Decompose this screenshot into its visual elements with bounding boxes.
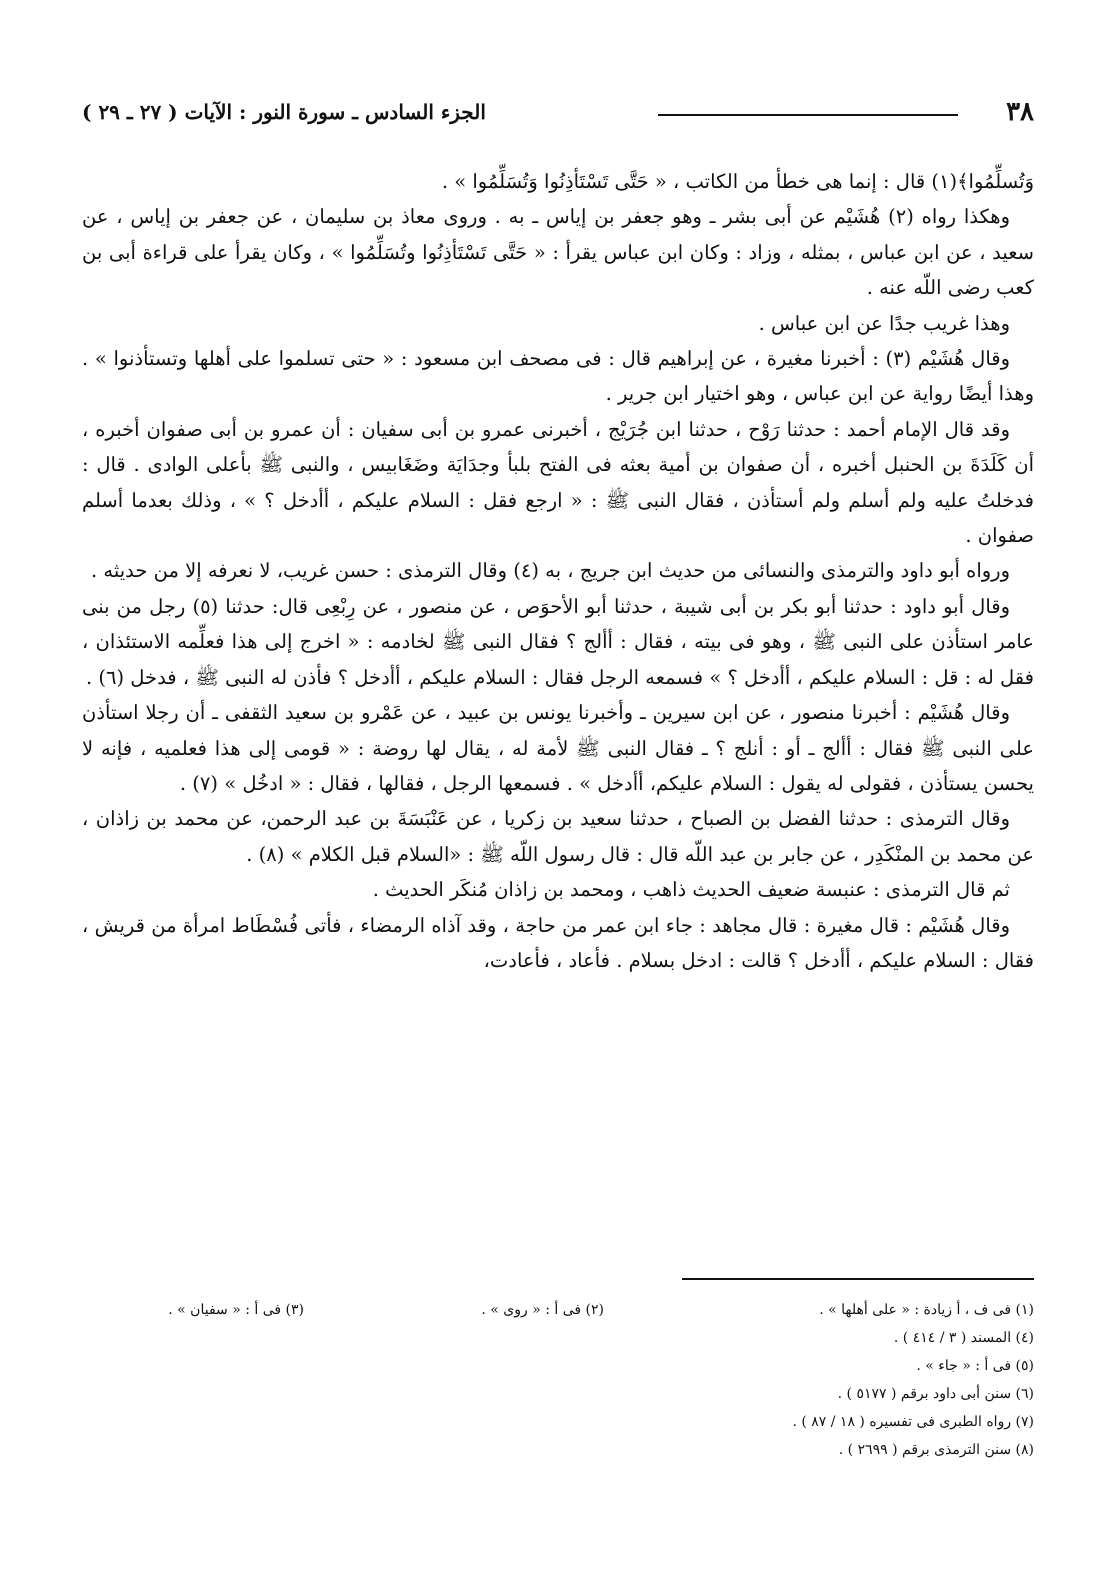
paragraph: ثم قال الترمذى : عنبسة ضعيف الحديث ذاهب ، ومحمد بن زاذان مُنكَر الحديث . [372,878,1010,902]
footnote: (٢) فى أ : « روى » . [481,1302,604,1318]
footnote-row [82,1408,1034,1436]
footnote: (١) فى ف ، أ زيادة : « على أهلها » . [819,1302,1034,1318]
paragraph: وهكذا رواه (٢) هُشَيْم عن أبى بشر ـ وهو جعفر بن إياس ـ به . وروى معاذ بن سليمان ، عن جعفر بن إياس ، عن سعيد ، عن ابن عباس ، بمثله ، وزاد : وكان ابن عباس يقرأ : « حَتَّى تَسْتَأذِنُوا وتُسَلِّمُوا » ، وكان يقرأ على قراءة أبى بن كعب رضى اللّه عنه . [82,205,1034,300]
footnote-row [82,1324,1034,1352]
running-title: الجزء السادس ـ سورة النور : الآيات ( ٢٧ ـ ٢٩ ) [82,100,486,124]
footnote-row [82,1436,1034,1464]
paragraph: وقال الترمذى : حدثنا الفضل بن الصباح ، حدثنا سعيد بن زكريا ، عن عَنْبَسَةَ بن عبد الرحمن، عن محمد بن زاذان ، عن محمد بن المنْكَدِر ، عن جابر بن عبد اللّه قال : قال رسول اللّه ﷺ : «السلام قبل الكلام » (٨) . [82,807,1034,866]
paragraph: ورواه أبو داود والترمذى والنسائى من حديث ابن جريج ، به (٤) وقال الترمذى : حسن غريب، لا نعرفه إلا من حديثه . [90,559,1010,583]
main-text [82,164,1034,978]
footnote: (٧) رواه الطبرى فى تفسيره ( ١٨ / ٨٧ ) . [792,1414,1034,1430]
footnote: (٦) سنن أبى داود برقم ( ٥١٧٧ ) . [837,1386,1034,1402]
footnote: (٨) سنن الترمذى برقم ( ٢٦٩٩ ) . [838,1442,1034,1458]
paragraph: وهذا غريب جدًا عن ابن عباس . [758,311,1010,335]
footnote-row [82,1380,1034,1408]
footnotes [82,1296,1034,1464]
paragraph: وقال هُشَيْم : قال مغيرة : قال مجاهد : جاء ابن عمر من حاجة ، وقد آذاه الرمضاء ، فأتى فُسْطَاط امرأة من قريش ، فقال : السلام عليكم ، أأدخل ؟ قالت : ادخل بسلام . فأعاد ، فأعادت، [82,913,1034,972]
paragraph: وقد قال الإمام أحمد : حدثنا رَوْح ، حدثنا ابن جُرَيْج ، أخبرنى عمرو بن أبى سفيان : أن عمرو بن أبى صفوان أخبره ، أن كَلَدَةَ بن الحنبل أخبره ، أن صفوان بن أمية بعثه فى الفتح بلبأ وجدَايَة وضَغَابيس ، والنبى ﷺ بأعلى الوادى . قال : فدخلتُ عليه ولم أسلم ولم أستأذن ، فقال النبى ﷺ : « ارجع فقل : السلام عليكم ، أأدخل ؟ » ، وذلك بعدما أسلم صفوان . [82,417,1034,548]
footnote: (٥) فى أ : « جاء » . [916,1358,1034,1374]
paragraph: وَتُسلِّمُوا﴾(١) قال : إنما هى خطأ من الكاتب ، « حَتَّى تَسْتَأذِنُوا وَتُسَلِّمُوا » . [441,170,1034,193]
running-header [82,92,1034,132]
footnote-row [82,1296,1034,1324]
paragraph: وقال هُشَيْم (٣) : أخبرنا مغيرة ، عن إبراهيم قال : فى مصحف ابن مسعود : « حتى تسلموا على أهلها وتستأذنوا » . وهذا أيضًا رواية عن ابن عباس ، وهو اختيار ابن جرير . [82,347,1034,406]
footnote: (٣) فى أ : « سفيان » . [168,1302,304,1318]
footnote: (٤) المسند ( ٣ / ٤١٤ ) . [893,1330,1034,1346]
paragraph: وقال هُشَيْم : أخبرنا منصور ، عن ابن سيرين ـ وأخبرنا يونس بن عبيد ، عن عَمْرو بن سعيد الثقفى ـ أن رجلا استأذن على النبى ﷺ فقال : أألج ـ أو : أنلج ؟ ـ فقال النبى ﷺ لأمة له ، يقال لها روضة : « قومى إلى هذا فعلميه ، فإنه لا يحسن يستأذن ، فقولى له يقول : السلام عليكم، أأدخل » . فسمعها الرجل ، فقالها ، فقال : « ادخُل » (٧) . [82,701,1034,795]
footnote-rule [682,1278,1034,1280]
header-rule [658,114,958,116]
paragraph: وقال أبو داود : حدثنا أبو بكر بن أبى شيبة ، حدثنا أبو الأحوَص ، عن منصور ، عن رِبْعِى قال: حدثنا (٥) رجل من بنى عامر استأذن على النبى ﷺ ، وهو فى بيته ، فقال : أألج ؟ فقال النبى ﷺ لخادمه : « اخرج إلى هذا فعلِّمه الاستئذان ، فقل له : قل : السلام عليكم ، أأدخل ؟ » فسمعه الرجل فقال : السلام عليكم ، أأدخل ؟ فأذن له النبى ﷺ ، فدخل (٦) . [82,594,1034,689]
footnote-row [82,1352,1034,1380]
page-number: ٣٨ [1006,97,1034,127]
